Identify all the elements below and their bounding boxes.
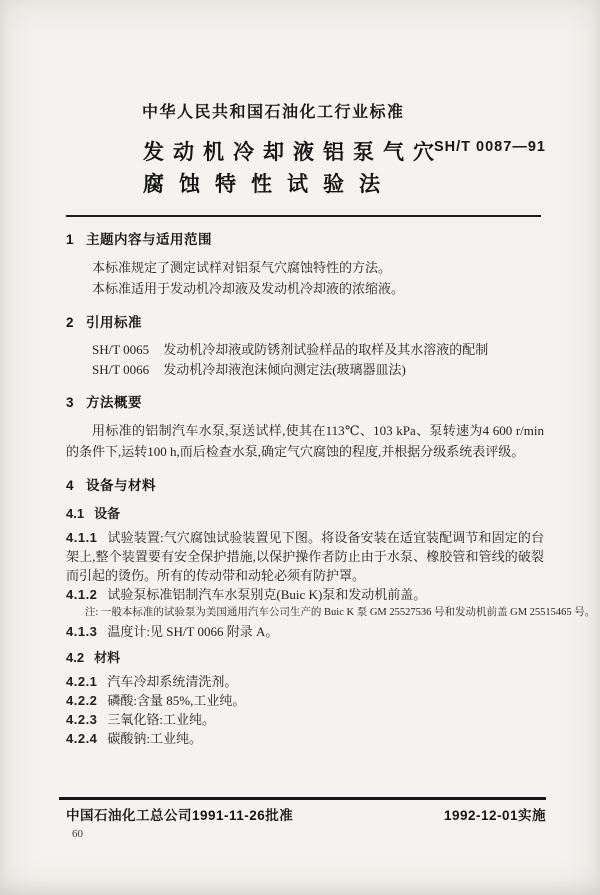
header-divider-rule (66, 215, 541, 217)
standard-number: SH/T 0087—91 (434, 139, 546, 155)
reference-1-code: SH/T 0065 (92, 342, 150, 357)
document-title-line1: 发动机冷却液铝泵气穴 (143, 141, 443, 164)
section-3-title: 方法概要 (86, 395, 143, 410)
clause-4-1-title: 设备 (94, 506, 121, 521)
document-body (66, 229, 596, 748)
section-1-paragraph-2: 本标准适用于发动机冷却液及发动机冷却液的浓缩液。 (92, 281, 405, 296)
clause-4-2-2 (66, 691, 544, 710)
page-number: 60 (72, 828, 83, 840)
reference-2-code: SH/T 0066 (92, 361, 150, 377)
section-1-number: 1 (66, 232, 75, 247)
clause-4-1-2-note: 注: 一般本标准的试验泵为美国通用汽车公司生产的 Buic K 泵 GM 25527536 号和发动机前盖 GM 25515465 号。 (84, 607, 596, 618)
standard-organization-title: 中华人民共和国石油化工行业标准 (142, 104, 405, 121)
clause-4-1-1 (66, 528, 544, 585)
section-3-heading (66, 392, 544, 413)
section-2-heading (66, 312, 544, 333)
clause-4-1-2-text: 试验泵标准铝制汽车水泵别克(Buic K)泵和发动机前盖。 (107, 587, 427, 602)
clause-4-1-1-text: 试验装置:气穴腐蚀试验装置见下图。将设备安装在适宜装配调节和固定的台架上,整个装置要有安全保护措施,以保护操作者防止由于水泵、橡胶管和管线的破裂而引起的烫伤。所有的传动带和动轮必须有防护罩。 (66, 530, 544, 583)
reference-1-text: 发动机冷却液或防锈剂试验样品的取样及其水溶液的配制 (163, 342, 489, 357)
clause-4-2-2-text: 磷酸:含量 85%,工业纯。 (107, 693, 246, 708)
section-1-title: 主题内容与适用范围 (86, 232, 213, 247)
clause-4-2-4-number: 4.2.4 (66, 731, 98, 746)
clause-4-2-3 (66, 710, 544, 729)
reference-2-text: 发动机冷却液泡沫倾向测定法(玻璃器皿法) (163, 361, 406, 377)
clause-4-2-4 (66, 729, 544, 748)
clause-4-2-1-text: 汽车冷却系统清洗剂。 (107, 674, 238, 689)
section-4-number: 4 (66, 478, 75, 493)
section-2-title: 引用标准 (86, 315, 143, 330)
clause-4-2-1 (66, 672, 544, 691)
footer-divider-rule (59, 797, 546, 800)
clause-4-2-number: 4.2 (66, 650, 85, 665)
footer (66, 804, 546, 824)
section-3-number: 3 (66, 395, 75, 410)
section-1-heading (66, 229, 544, 250)
clause-4-2-3-text: 三氧化铬:工业纯。 (107, 712, 216, 727)
clause-4-2-3-number: 4.2.3 (66, 712, 98, 727)
clause-4-1-heading (66, 503, 544, 524)
clause-4-2-4-text: 碳酸钠:工业纯。 (107, 731, 203, 746)
reference-1 (66, 340, 544, 360)
clause-4-1-1-number: 4.1.1 (66, 530, 98, 545)
section-3-paragraph: 用标准的铝制汽车水泵,泵送试样,使其在113℃、103 kPa、泵转速为4 600 r/min 的条件下,运转100 h,而后检查水泵,确定气穴腐蚀的程度,并根据分级系统表评级。 (66, 423, 544, 459)
section-1-paragraph-1: 本标准规定了测定试样对铝泵气穴腐蚀特性的方法。 (92, 260, 392, 275)
implementation-date: 1992-12-01实施 (443, 808, 546, 823)
approval-statement: 中国石油化工总公司1991-11-26批准 (66, 808, 294, 823)
clause-4-1-2-number: 4.1.2 (66, 587, 98, 602)
clause-4-2-title: 材料 (94, 650, 121, 665)
clause-4-1-3-number: 4.1.3 (66, 624, 98, 639)
clause-4-2-2-number: 4.2.2 (66, 693, 98, 708)
section-2-number: 2 (66, 315, 75, 330)
clause-4-1-2 (66, 585, 544, 604)
section-4-title: 设备与材料 (86, 478, 157, 493)
clause-4-2-1-number: 4.2.1 (66, 674, 98, 689)
clause-4-1-3 (66, 622, 544, 641)
section-4-heading (66, 475, 544, 496)
document-title-line2: 腐蚀特性试验法 (143, 173, 395, 196)
clause-4-2-heading (66, 647, 544, 668)
clause-4-1-number: 4.1 (66, 506, 85, 521)
reference-2 (66, 360, 544, 380)
clause-4-1-3-text: 温度计:见 SH/T 0066 附录 A。 (107, 624, 279, 639)
